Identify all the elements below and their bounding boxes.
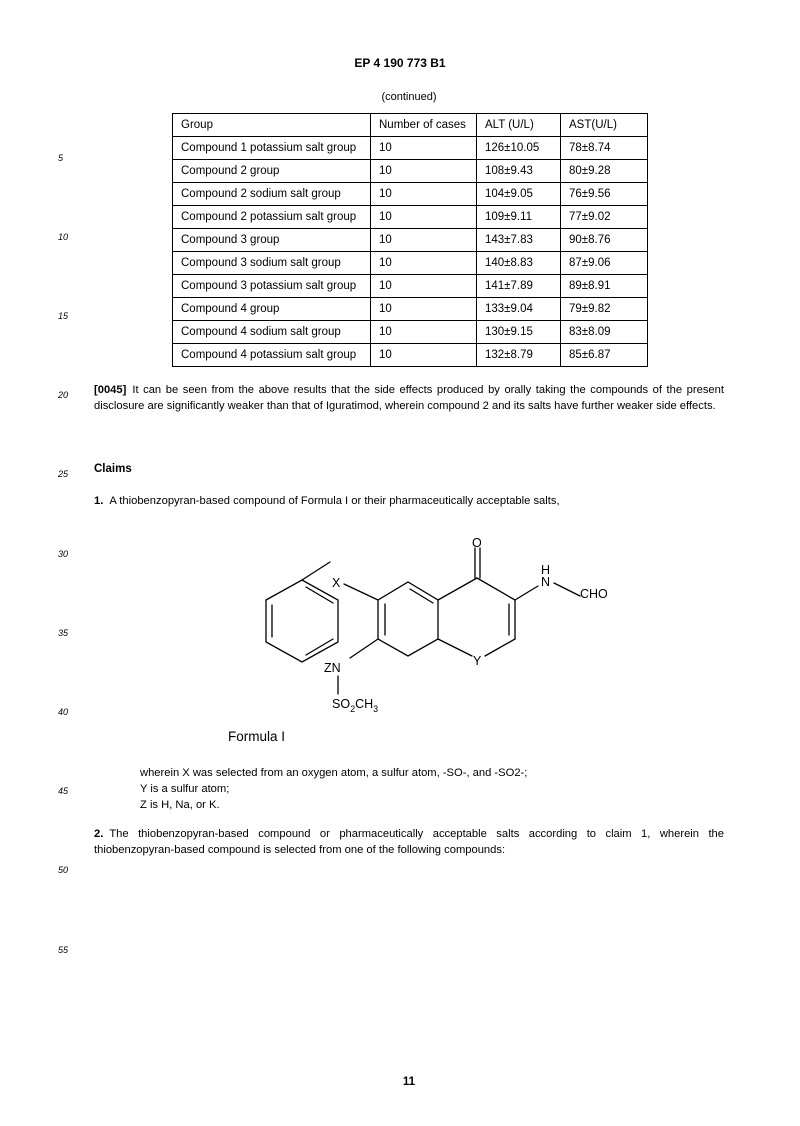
x-atom-label: X (332, 576, 341, 590)
wherein-line: Y is a sulfur atom; (140, 783, 230, 795)
table-cell: Compound 1 potassium salt group (173, 137, 371, 160)
formula-i-structure (220, 528, 640, 718)
table-cell: 10 (371, 137, 477, 160)
paragraph-0045 (94, 383, 724, 414)
line-number: 30 (58, 549, 69, 559)
paragraph-tag: [0045] (94, 384, 127, 396)
table-header-row (173, 114, 648, 137)
table-cell: 104±9.05 (477, 183, 561, 206)
table-caption: (continued) (381, 91, 437, 103)
wherein-line: Z is H, Na, or K. (140, 799, 220, 811)
table-cell: 90±8.76 (561, 229, 648, 252)
table-row (173, 321, 648, 344)
table-cell: Compound 4 group (173, 298, 371, 321)
table-row (173, 275, 648, 298)
table-cell: 78±8.74 (561, 137, 648, 160)
table-cell: Compound 4 sodium salt group (173, 321, 371, 344)
table-cell: Compound 2 group (173, 160, 371, 183)
table-cell: 10 (371, 252, 477, 275)
table-cell: 141±7.89 (477, 275, 561, 298)
table-cell: 143±7.83 (477, 229, 561, 252)
paragraph-text: It can be seen from the above results that the side effects produced by orally taking the compounds of the present disclosure are significantly weaker than that of Iguratimod, wherein compound 2 and its salts have further weaker side effects. (94, 384, 724, 412)
line-number: 15 (58, 311, 69, 321)
results-table (172, 113, 648, 367)
table-cell: 10 (371, 183, 477, 206)
table-cell: 126±10.05 (477, 137, 561, 160)
claim-1 (94, 494, 724, 510)
table-cell: 108±9.43 (477, 160, 561, 183)
table-cell: 76±9.56 (561, 183, 648, 206)
table-cell: 109±9.11 (477, 206, 561, 229)
line-number: 25 (58, 469, 69, 479)
table-row (173, 229, 648, 252)
table-cell: Compound 2 potassium salt group (173, 206, 371, 229)
claim-2 (94, 827, 724, 858)
table-row (173, 298, 648, 321)
claim-text: A thiobenzopyran-based compound of Formula I or their pharmaceutically acceptable salts, (109, 495, 560, 507)
hydrogen-atom-label: H (541, 563, 551, 577)
line-number: 35 (58, 628, 69, 638)
column-header: Group (173, 114, 371, 137)
line-number: 45 (58, 786, 69, 796)
claims-heading: Claims (94, 463, 132, 475)
patent-number: EP 4 190 773 B1 (354, 56, 446, 70)
zn-group-label: ZN (324, 661, 341, 675)
table-cell: 133±9.04 (477, 298, 561, 321)
phenyl-ring (266, 580, 338, 662)
column-header: Number of cases (371, 114, 477, 137)
table-row (173, 137, 648, 160)
table-cell: 89±8.91 (561, 275, 648, 298)
column-header: AST(U/L) (561, 114, 648, 137)
table-cell: 10 (371, 321, 477, 344)
table-row (173, 252, 648, 275)
line-number: 50 (58, 865, 69, 875)
table-cell: 10 (371, 206, 477, 229)
page-number: 11 (402, 1076, 416, 1088)
table-cell: 130±9.15 (477, 321, 561, 344)
line-number: 5 (58, 153, 64, 163)
table-row (173, 206, 648, 229)
line-number: 55 (58, 945, 69, 955)
table-cell: 85±6.87 (561, 344, 648, 367)
nitrogen-atom-label: N (541, 575, 551, 589)
wherein-line: wherein X was selected from an oxygen atom, a sulfur atom, -SO-, and -SO2-; (140, 767, 528, 779)
claim-number: 2. (94, 828, 104, 840)
y-atom-label: Y (473, 654, 482, 668)
oxygen-atom-label: O (472, 536, 482, 550)
so2ch3-group-label: $SO_2CH_3$ (332, 697, 379, 714)
table-cell: Compound 4 potassium salt group (173, 344, 371, 367)
table-cell: Compound 3 group (173, 229, 371, 252)
table-cell: 10 (371, 344, 477, 367)
formula-label: Formula I (228, 729, 286, 744)
table-cell: 132±8.79 (477, 344, 561, 367)
table-cell: 79±9.82 (561, 298, 648, 321)
column-header: ALT (U/L) (477, 114, 561, 137)
table-cell: Compound 3 potassium salt group (173, 275, 371, 298)
table-cell: Compound 2 sodium salt group (173, 183, 371, 206)
table-row (173, 183, 648, 206)
wherein-clause (140, 765, 527, 813)
table-cell: 77±9.02 (561, 206, 648, 229)
table-cell: 140±8.83 (477, 252, 561, 275)
claim-text: The thiobenzopyran-based compound or pharmaceutically acceptable salts according to claim 1, wherein the thiobenzopyran-based compound is selected from one of the following compounds: (94, 828, 724, 856)
table-cell: 10 (371, 298, 477, 321)
table-row (173, 344, 648, 367)
table-cell: 83±8.09 (561, 321, 648, 344)
table-row (173, 160, 648, 183)
table-cell: 80±9.28 (561, 160, 648, 183)
table-cell: 10 (371, 229, 477, 252)
table-cell: 10 (371, 160, 477, 183)
table-cell: 87±9.06 (561, 252, 648, 275)
claim-number: 1. (94, 495, 104, 507)
table-cell: 10 (371, 275, 477, 298)
benzo-ring (378, 582, 438, 656)
line-number: 40 (58, 707, 69, 717)
cho-group-label: CHO (580, 587, 608, 601)
line-number: 20 (58, 390, 69, 400)
line-number: 10 (58, 232, 69, 242)
table-cell: Compound 3 sodium salt group (173, 252, 371, 275)
